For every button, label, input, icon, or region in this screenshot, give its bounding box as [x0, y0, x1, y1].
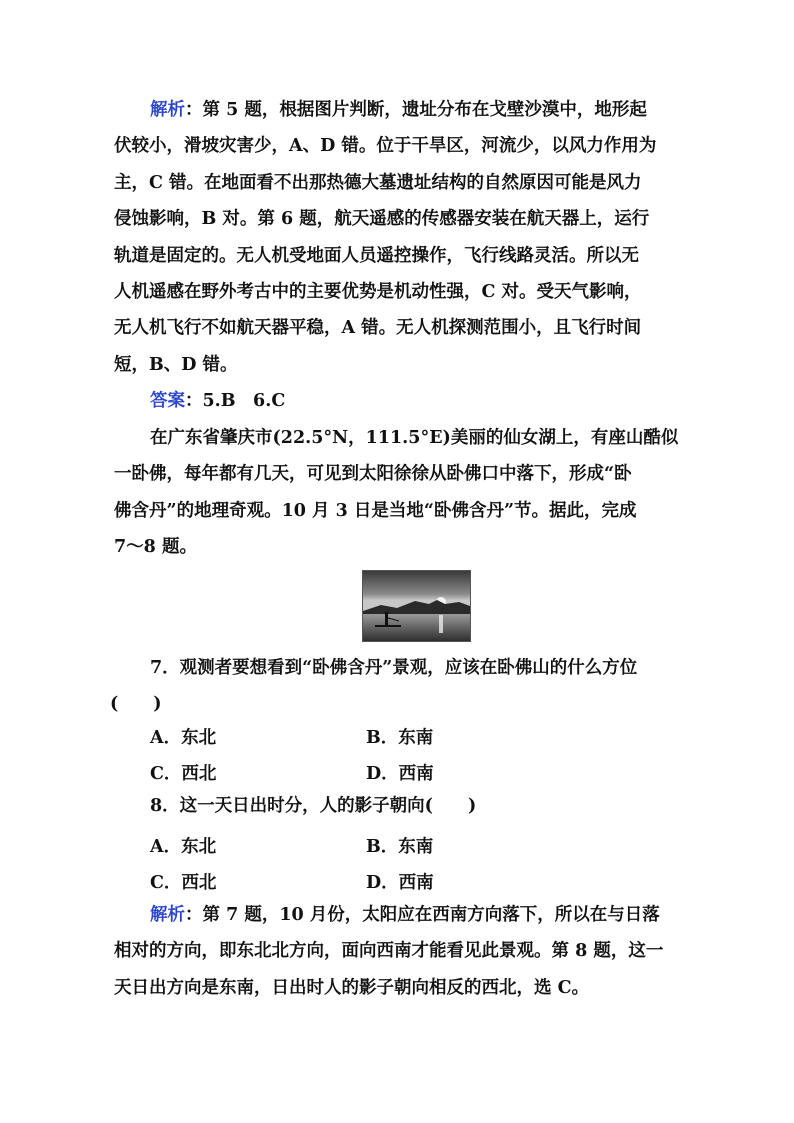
q8-option-c: C．西北: [150, 873, 217, 893]
analysis-paragraph-2: [114, 897, 684, 1006]
q7-option-d: D．西南: [366, 764, 434, 784]
analysis-line: 轨道是固定的。无人机受地面人员遥控操作，飞行线路灵活。所以无: [114, 245, 639, 266]
question-7: [110, 650, 684, 723]
q7-option-c: C．西北: [150, 764, 217, 784]
analysis-line: 伏较小，滑坡灾害少，A、D 错。位于干旱区，河流少，以风力作用为: [114, 136, 657, 157]
intro-line: 佛含丹”的地理奇观。10 月 3 日是当地“卧佛含丹”节。据此，完成: [114, 500, 637, 521]
intro-line: 7～8 题。: [114, 537, 197, 558]
analysis-paragraph-1: [114, 92, 684, 383]
q8-option-b: B．东南: [366, 837, 434, 857]
intro-paragraph: [114, 420, 684, 566]
analysis-line: 人机遥感在野外考古中的主要优势是机动性强，C 对。受天气影响，: [114, 282, 642, 303]
question-8: [114, 788, 684, 824]
intro-line: 在广东省肇庆市(22.5°N，111.5°E)美丽的仙女湖上，有座山酷似: [150, 428, 679, 448]
question-7-bracket: ( ): [110, 694, 162, 715]
analysis-line: 主，C 错。在地面看不出那热德大墓遗址结构的自然原因可能是风力: [114, 172, 642, 193]
analysis-line: 短，B、D 错。: [114, 354, 238, 375]
analysis-label: 解析: [150, 100, 185, 120]
answer-text: ：5.B 6.C: [185, 391, 286, 411]
sunset-lake-photo-icon: [363, 571, 470, 641]
analysis-label: 解析: [150, 905, 185, 925]
question-8-stem: 8．这一天日出时分，人的影子朝向( ): [150, 796, 477, 816]
q7-option-a: A．东北: [150, 728, 217, 748]
q8-option-a: A．东北: [150, 837, 217, 857]
answer-label: 答案: [150, 391, 185, 411]
analysis-line: 天日出方向是东南，日出时人的影子朝向相反的西北，选 C。: [114, 977, 590, 998]
analysis-line: ：第 5 题，根据图片判断，遗址分布在戈壁沙漠中，地形起: [185, 100, 647, 120]
answer-paragraph: [114, 383, 684, 419]
analysis-line: ：第 7 题，10 月份，太阳应在西南方向落下，所以在与日落: [185, 905, 660, 925]
analysis-line: 侵蚀影响，B 对。第 6 题，航天遥感的传感器安装在航天器上，运行: [114, 209, 650, 230]
intro-line: 一卧佛，每年都有几天，可见到太阳徐徐从卧佛口中落下，形成“卧: [114, 464, 632, 485]
q8-option-d: D．西南: [366, 873, 434, 893]
q7-option-b: B．东南: [366, 728, 434, 748]
analysis-line: 相对的方向，即东北北方向，面向西南才能看见此景观。第 8 题，这一: [114, 941, 664, 962]
question-7-stem: 7．观测者要想看到“卧佛含丹”景观，应该在卧佛山的什么方位: [150, 658, 638, 678]
sunset-lake-photo: [362, 570, 471, 642]
analysis-line: 无人机飞行不如航天器平稳，A 错。无人机探测范围小，且飞行时间: [114, 318, 642, 339]
